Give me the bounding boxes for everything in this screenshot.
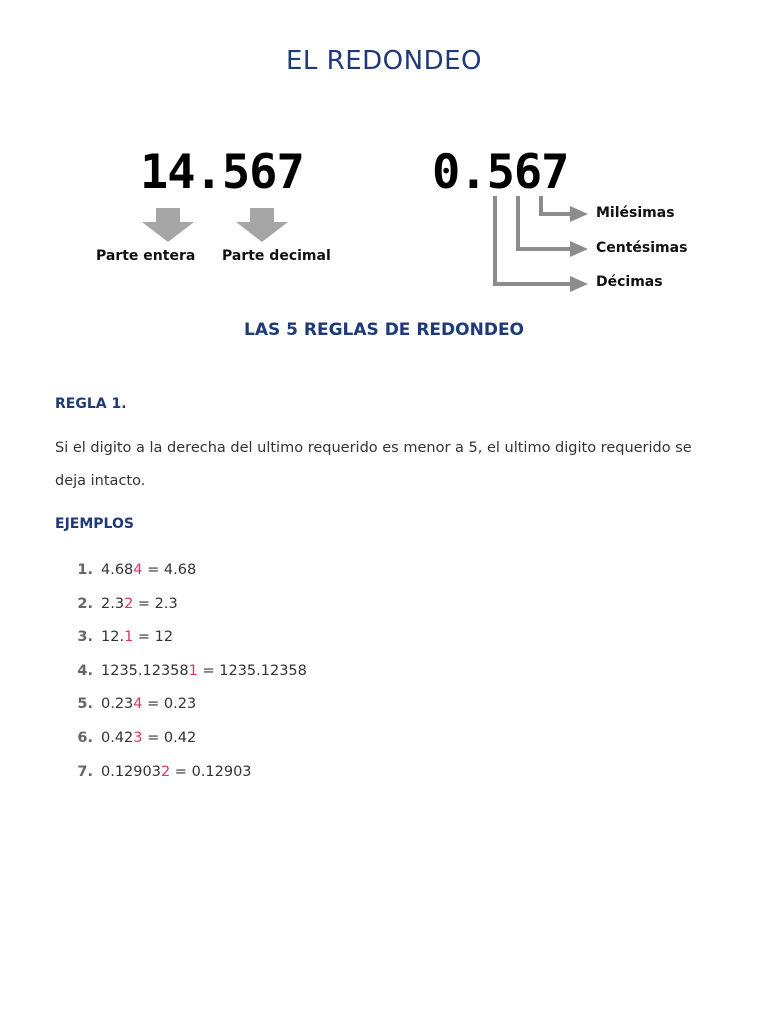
- list-number: 4.: [77, 662, 93, 679]
- list-number: 5.: [77, 696, 93, 713]
- list-number: 3.: [77, 629, 93, 646]
- place-value-brackets: [480, 190, 600, 300]
- example-number-decimal-places: 0.567: [432, 145, 569, 200]
- example-result: = 0.23: [142, 696, 197, 713]
- rule-text: Si el digito a la derecha del ultimo requerido es menor a 5, el ultimo digito requerido se deja intacto.: [55, 440, 692, 489]
- list-item: [55, 758, 307, 792]
- example-value: 0.42: [101, 729, 134, 746]
- list-item: [55, 657, 307, 691]
- label-thousandths: Milésimas: [596, 205, 675, 221]
- highlighted-digit: 2: [124, 595, 134, 612]
- example-result: = 4.68: [142, 562, 197, 578]
- list-number: 1.: [77, 562, 93, 578]
- list-number: 7.: [77, 763, 93, 780]
- page-title: EL REDONDEO: [285, 46, 483, 76]
- example-value: 2.3: [101, 595, 125, 612]
- example-value: 4.68: [101, 562, 134, 578]
- highlighted-digit: 1: [124, 629, 134, 646]
- highlighted-digit: 1: [188, 662, 198, 679]
- label-decimal-part: Parte decimal: [222, 248, 331, 264]
- example-result: = 12: [133, 629, 174, 646]
- example-result: = 1235.12358: [197, 662, 307, 679]
- arrow-down-icon: [142, 208, 194, 242]
- list-item: [55, 590, 307, 624]
- highlighted-digit: 2: [160, 763, 171, 780]
- example-result: = 0.12903: [170, 763, 252, 780]
- label-tenths: Décimas: [596, 274, 663, 290]
- highlighted-digit: 4: [133, 562, 143, 578]
- list-item: [55, 623, 307, 657]
- list-item: [55, 690, 307, 724]
- rule-heading: REGLA 1.: [55, 396, 127, 412]
- label-hundredths: Centésimas: [596, 240, 688, 256]
- list-item: [55, 556, 307, 590]
- arrow-down-icon: [236, 208, 288, 242]
- highlighted-digit: 4: [133, 696, 143, 713]
- list-number: 6.: [77, 729, 93, 746]
- label-integer-part: Parte entera: [96, 248, 196, 264]
- example-result: = 2.3: [133, 595, 178, 612]
- example-number-integer-decimal: 14.567: [140, 145, 304, 200]
- section-title: LAS 5 REGLAS DE REDONDEO: [243, 320, 525, 340]
- example-value: 1235.12358: [101, 662, 189, 679]
- highlighted-digit: 3: [133, 729, 143, 746]
- example-value: 12.: [101, 629, 125, 646]
- examples-list: [55, 556, 307, 791]
- example-result: = 0.42: [142, 729, 197, 746]
- example-value: 0.12903: [101, 763, 161, 780]
- example-value: 0.23: [101, 696, 134, 713]
- list-number: 2.: [77, 595, 93, 612]
- examples-heading: EJEMPLOS: [55, 516, 134, 532]
- list-item: [55, 724, 307, 758]
